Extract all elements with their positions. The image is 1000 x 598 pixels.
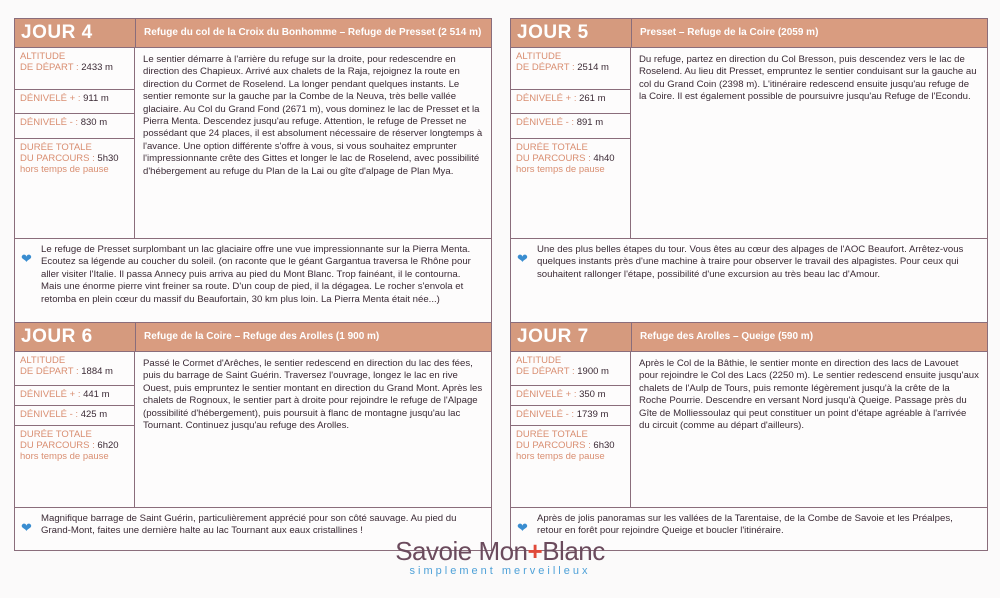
- dminus-label: DÉNIVELÉ - :: [20, 409, 79, 421]
- tip-text: Une des plus belles étapes du tour. Vous êtes au cœur des alpages de l'AOC Beaufort. Arrêtez-vous quelques instants près d'une machine à traire pour observer le travail des alpagistes. Pour ceux qui souhaitent rallonger l'étape, possibilité d'une excursion au très beau lac d'Amour.: [537, 244, 964, 280]
- logo-brand: [0, 536, 1000, 567]
- stats-panel: [15, 48, 135, 238]
- pause-label: hors temps de pause: [516, 164, 605, 176]
- altitude-value: 2433 m: [81, 62, 113, 73]
- stat-altitude: [15, 48, 134, 90]
- heart-icon: ❤: [517, 251, 528, 266]
- stat-dplus: [15, 90, 134, 115]
- duration-value: 6h30: [593, 440, 615, 452]
- stat-dminus: [15, 114, 134, 139]
- altitude-value: 1900 m: [577, 366, 609, 377]
- dminus-value: 891 m: [576, 117, 604, 129]
- duree-label: DURÉE TOTALE: [516, 429, 588, 441]
- stat-altitude: [511, 352, 630, 386]
- stat-dplus: [511, 386, 630, 406]
- stat-duration: [511, 426, 630, 465]
- card-body: [511, 352, 987, 508]
- duree-label: DURÉE TOTALE: [20, 429, 92, 441]
- stat-dminus: [511, 114, 630, 139]
- stats-panel: [511, 352, 631, 507]
- card-body: [15, 48, 491, 239]
- route-description: Passé le Cormet d'Arêches, le sentier redescend en direction du lac des fées, puis du barrage de Saint Guérin. Traversez l'ouvrage, longez le lac en rive Ouest, puis empruntez le sentier montant en direction du Grand Mont. Après les chalets de Rognoux, le sentier part à droite pour rejoindre le refuge de l'Alpage (possibilité d'hébergement), puis poursuit à flanc de montagne jusqu'au lac Tournant. Continuez jusqu'au refuge des Arolles.: [143, 358, 483, 432]
- day-card: [510, 18, 988, 332]
- duration-value: 6h20: [97, 440, 119, 452]
- depart-label: DE DÉPART :: [516, 62, 575, 73]
- stats-panel: [15, 352, 135, 507]
- route-description: Après le Col de la Bâthie, le sentier monte en direction des lacs de Lavouet pour rejoindre le Col des Lacs (2250 m). Le sentier redescend ensuite jusqu'aux chalets de l'Aulp de Tours, puis remonte légèrement jusqu'à la crête de la Roche Pourrie. Descendre en versant Nord jusqu'à Queige. Passage près du Gîte de Molliessoulaz qui peut constituer un point d'étape agréable à l'arrivée du circuit (comme au départ d'ailleurs).: [639, 358, 979, 432]
- tip-text: Après de jolis panoramas sur les vallées de la Tarentaise, de la Combe de Savoie et les Préalpes, retour en forêt pour rejoindre Queige et boucler l'itinéraire.: [537, 513, 953, 537]
- stats-panel: [511, 48, 631, 238]
- altitude-value: 1884 m: [81, 366, 113, 377]
- pause-label: hors temps de pause: [20, 164, 109, 176]
- day-card: [14, 322, 492, 551]
- dplus-label: DÉNIVELÉ + :: [20, 92, 81, 104]
- savoie-mont-blanc-logo: [0, 536, 1000, 577]
- dplus-value: 350 m: [579, 389, 606, 401]
- route-title: Refuge du col de la Croix du Bonhomme – Refuge de Presset (2 514 m): [135, 19, 491, 47]
- day-title: JOUR 6: [15, 323, 135, 351]
- stat-dplus: [511, 90, 630, 115]
- depart-label: DE DÉPART :: [20, 62, 79, 73]
- route-description: Le sentier démarre à l'arrière du refuge sur la droite, pour redescendre en direction des Chapieux. Arrivé aux chalets de la Raja, rejoignez la route en direction du Cormet de Roselend. La longer pendant quelques instants. Le sentier remonte sur la gauche par la Combe de la Neuva, très belle vallée glaciaire. Au Col du Grand Fond (2671 m), vous dominez le lac de Presset et la Pierra Menta. Descendez jusqu'au refuge. Attention, le refuge de Presset ne possédant que 24 places, il est absolument nécessaire de réserver longtemps à l'avance. Une option différente s'offre à vous, si vous souhaitez emprunter l'impressionnante crête des Gittes et longer le lac de Roselend, avec possibilité d'hébergement au refuge du Plan de la Lai ou gîte d'alpage de Plan Mya.: [143, 54, 483, 177]
- dminus-value: 830 m: [80, 117, 108, 129]
- logo-brand-a: Savoie Mon: [395, 536, 528, 566]
- altitude-label: ALTITUDE: [516, 355, 562, 366]
- depart-label: DE DÉPART :: [516, 366, 575, 377]
- day-card: [14, 18, 492, 332]
- dminus-value: 425 m: [80, 409, 108, 421]
- tip-box: [511, 239, 987, 331]
- pause-label: hors temps de pause: [20, 451, 109, 463]
- tip-text: Magnifique barrage de Saint Guérin, particulièrement apprécié pour son côté sauvage. Au pied du Grand-Mont, faites une dernière halte au lac Tournant aux eaux cristallines !: [41, 513, 457, 537]
- card-header: [15, 323, 491, 352]
- parcours-label: DU PARCOURS :: [20, 440, 95, 452]
- duree-label: DURÉE TOTALE: [516, 142, 588, 154]
- dplus-value: 441 m: [83, 389, 110, 401]
- tip-box: [15, 239, 491, 331]
- stat-dplus: [15, 386, 134, 406]
- card-header: [511, 19, 987, 48]
- heart-icon: ❤: [21, 520, 32, 535]
- altitude-label: ALTITUDE: [20, 355, 66, 366]
- stat-duration: [15, 426, 134, 465]
- route-title: Presset – Refuge de la Coire (2059 m): [631, 19, 987, 47]
- dminus-value: 1739 m: [576, 409, 609, 421]
- parcours-label: DU PARCOURS :: [516, 440, 591, 452]
- logo-plus-icon: +: [527, 536, 543, 566]
- day-title: JOUR 4: [15, 19, 135, 47]
- dminus-label: DÉNIVELÉ - :: [20, 117, 79, 129]
- card-body: [15, 352, 491, 508]
- stat-altitude: [511, 48, 630, 90]
- day-card: [510, 322, 988, 551]
- route-description: Du refuge, partez en direction du Col Bresson, puis descendez vers le lac de Roselend. Au lieu dit Presset, empruntez le sentier conduisant sur la gauche au col du Grand Coin (2398 m). L'itinéraire redescend ensuite jusqu'au refuge de la Coire. Il est également possible de poursuivre jusqu'au Refuge de l'Econdu.: [639, 54, 977, 103]
- day-title: JOUR 7: [511, 323, 631, 351]
- tip-text: Le refuge de Presset surplombant un lac glaciaire offre une vue impressionnante sur la Pierra Menta. Ecoutez sa légende au coucher du soleil. (on raconte que le géant Gargantua traversa le Rhône pour aller visiter l'Italie. Il passa Annecy puis arriva au pied du Mont Blanc. Trop fainéant, il le contourna. Mais une énorme pierre vint freiner sa route. D'un coup de pied, il la dégagea. Le rocher s'envola et retomba en plein cœur du massif du Beaufortain, 30 km plus loin. La Pierra Menta était née...): [41, 244, 471, 305]
- parcours-label: DU PARCOURS :: [20, 153, 95, 165]
- dplus-value: 911 m: [83, 92, 109, 104]
- stat-altitude: [15, 352, 134, 386]
- card-header: [15, 19, 491, 48]
- stat-dminus: [511, 406, 630, 426]
- duration-value: 5h30: [97, 153, 119, 165]
- card-body: [511, 48, 987, 239]
- dplus-label: DÉNIVELÉ + :: [20, 389, 81, 401]
- duration-value: 4h40: [593, 153, 615, 165]
- altitude-value: 2514 m: [577, 62, 609, 73]
- depart-label: DE DÉPART :: [20, 366, 79, 377]
- heart-icon: ❤: [21, 251, 32, 266]
- dplus-label: DÉNIVELÉ + :: [516, 389, 577, 401]
- stat-duration: [511, 139, 630, 178]
- dplus-label: DÉNIVELÉ + :: [516, 92, 577, 104]
- logo-tagline: simplement merveilleux: [409, 565, 591, 577]
- pause-label: hors temps de pause: [516, 451, 605, 463]
- altitude-label: ALTITUDE: [20, 51, 66, 62]
- day-title: JOUR 5: [511, 19, 631, 47]
- logo-brand-b: Blanc: [542, 536, 605, 566]
- dplus-value: 261 m: [579, 92, 606, 104]
- stat-dminus: [15, 406, 134, 426]
- card-header: [511, 323, 987, 352]
- dminus-label: DÉNIVELÉ - :: [516, 409, 575, 421]
- dminus-label: DÉNIVELÉ - :: [516, 117, 575, 129]
- stat-duration: [15, 139, 134, 178]
- heart-icon: ❤: [517, 520, 528, 535]
- route-title: Refuge des Arolles – Queige (590 m): [631, 323, 987, 351]
- altitude-label: ALTITUDE: [516, 51, 562, 62]
- route-title: Refuge de la Coire – Refuge des Arolles (1 900 m): [135, 323, 491, 351]
- parcours-label: DU PARCOURS :: [516, 153, 591, 165]
- duree-label: DURÉE TOTALE: [20, 142, 92, 154]
